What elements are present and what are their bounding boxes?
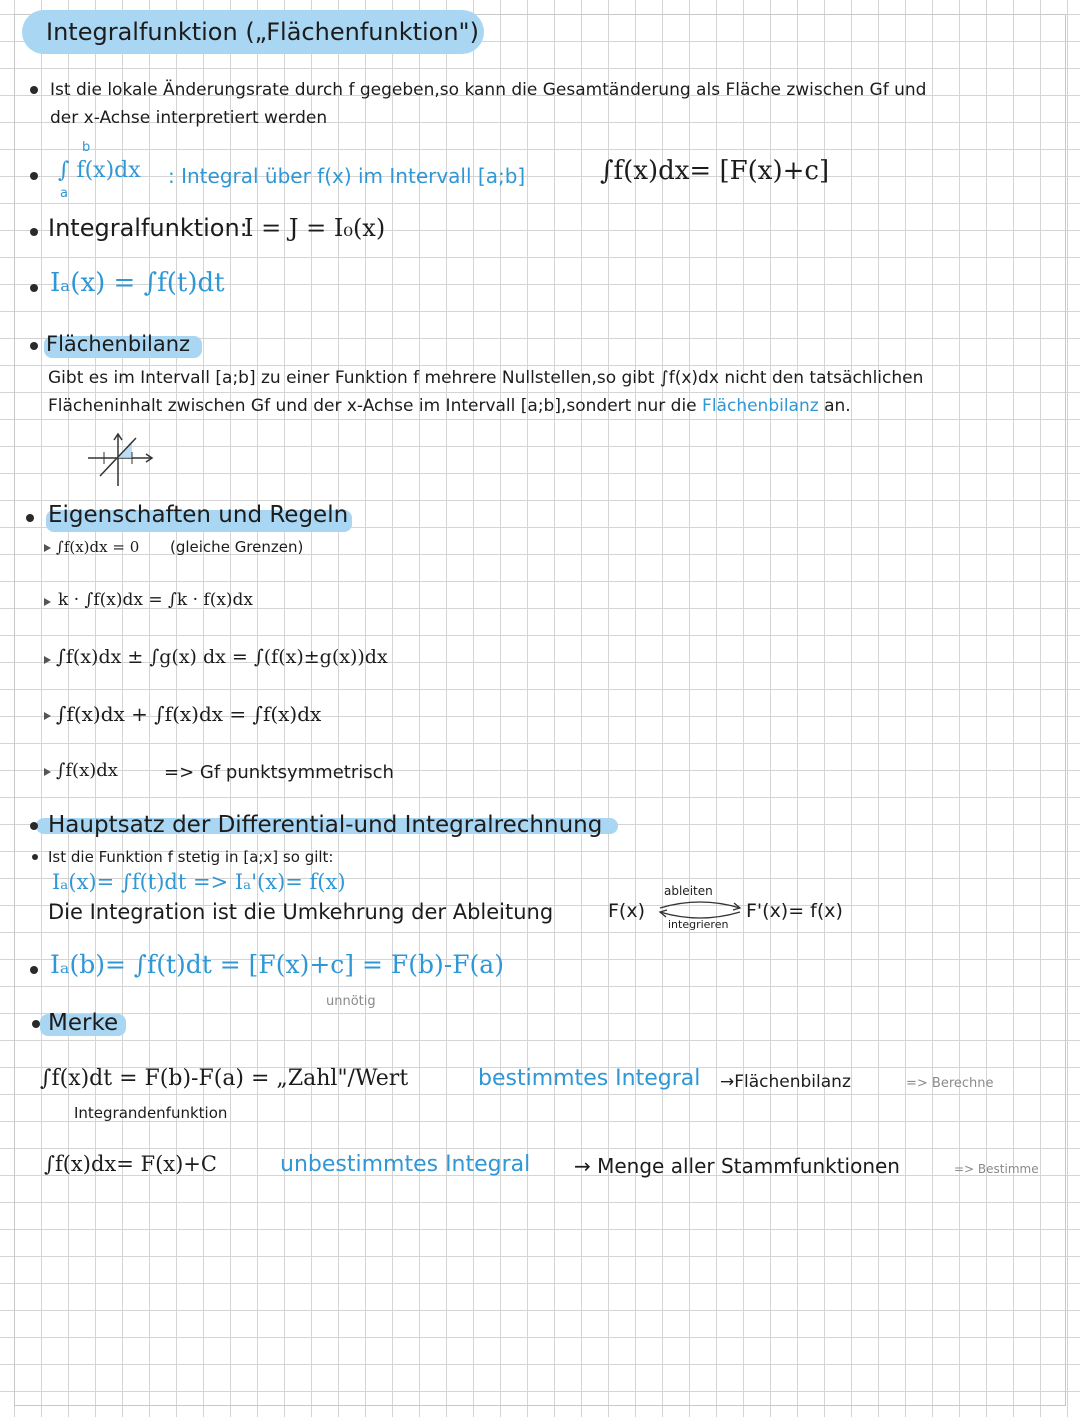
merke-heading: Merke <box>48 1010 119 1036</box>
hauptsatz-evaluation: Iₐ(b)= ∫f(t)dt = [F(x)+c] = F(b)-F(a) <box>50 950 504 979</box>
flaechenbilanz-line-1: Gibt es im Intervall [a;b] zu einer Funktion f mehrere Nullstellen,so gibt ∫f(x)dx nicht den tatsächlichen <box>48 368 924 388</box>
bullet <box>30 228 38 236</box>
hauptsatz-statement: Die Integration ist die Umkehrung der Ableitung <box>48 900 554 924</box>
hauptsatz-heading: Hauptsatz der Differential-und Integralrechnung <box>48 812 603 838</box>
bullet <box>30 966 38 974</box>
bullet <box>26 514 34 522</box>
intro-line-1: Ist die lokale Änderungsrate durch f gegeben,so kann die Gesamtänderung als Fläche zwischen Gf und <box>50 80 927 100</box>
bullet <box>32 854 38 860</box>
integralfunktion-definition: Iₐ(x) = ∫f(t)dt <box>50 268 225 298</box>
page-title: Integralfunktion („Flächenfunktion") <box>46 18 479 46</box>
rule-marker-icon <box>44 598 51 606</box>
merke-note-berechne: => Berechne <box>906 1076 994 1091</box>
integral-description: : Integral über f(x) im Intervall [a;b] <box>168 164 526 188</box>
integralfunktion-label: Integralfunktion: <box>48 214 248 242</box>
upper-limit: b <box>82 140 91 155</box>
integral-evaluation: ∫f(x)dx= [F(x)+c] <box>600 156 830 186</box>
flaechenbilanz-term: Flächenbilanz <box>702 396 819 416</box>
rule-marker-icon <box>44 544 51 552</box>
flaechenbilanz-line-2-pre: Flächeninhalt zwischen Gf und der x-Achse im Intervall [a;b],sondert nur die <box>48 396 697 416</box>
bullet <box>30 284 38 292</box>
integralfunktion-formula: I = J = I₀(x) <box>244 214 386 242</box>
term-unbestimmtes-integral: unbestimmtes Integral <box>280 1152 531 1177</box>
flaechenbilanz-heading: Flächenbilanz <box>46 332 191 356</box>
eigenschaften-heading: Eigenschaften und Regeln <box>48 502 349 528</box>
diagram-bottom-label: integrieren <box>668 918 729 931</box>
bullet <box>30 86 38 94</box>
rule-marker-icon <box>44 712 51 720</box>
rule-formula: ∫f(x)dx + ∫f(x)dx = ∫f(x)dx <box>56 702 322 726</box>
intro-line-2: der x-Achse interpretiert werden <box>50 108 328 128</box>
bullet <box>32 1020 40 1028</box>
merke-note-bestimme: => Bestimme <box>954 1162 1039 1176</box>
rule-marker-icon <box>44 656 51 664</box>
hauptsatz-condition: Ist die Funktion f stetig in [a;x] so gilt: <box>48 848 334 866</box>
rule-formula: ∫f(x)dx = 0 <box>56 538 140 556</box>
term-bestimmtes-integral: bestimmtes Integral <box>478 1066 701 1091</box>
diagram-right: F'(x)= f(x) <box>746 900 843 922</box>
merke-indefinite-result: → Menge aller Stammfunktionen <box>574 1154 900 1178</box>
merke-definite-result: →Flächenbilanz <box>720 1072 851 1092</box>
flaechenbilanz-line-2 <box>48 396 851 416</box>
merke-definite-formula: ∫f(x)dt = F(b)-F(a) = „Zahl"/Wert <box>40 1066 409 1091</box>
bullet <box>30 342 38 350</box>
rule-formula: k · ∫f(x)dx = ∫k · f(x)dx <box>58 590 254 610</box>
rule-note: (gleiche Grenzen) <box>170 538 304 556</box>
hauptsatz-formula: Iₐ(x)= ∫f(t)dt => Iₐ'(x)= f(x) <box>52 870 346 894</box>
rule-marker-icon <box>44 768 51 776</box>
merke-indefinite-formula: ∫f(x)dx= F(x)+C <box>44 1152 217 1176</box>
rule-note: => Gf punktsymmetrisch <box>164 762 394 783</box>
bullet <box>30 172 38 180</box>
diagram-top-label: ableiten <box>664 884 713 898</box>
flaechenbilanz-line-2-post: an. <box>824 396 851 416</box>
lower-limit: a <box>60 186 68 201</box>
rule-formula: ∫f(x)dx ± ∫g(x) dx = ∫(f(x)±g(x))dx <box>56 646 388 668</box>
rule-formula: ∫f(x)dx <box>56 760 118 781</box>
merke-integrand-label: Integrandenfunktion <box>74 1104 228 1122</box>
annotation-unnoetig: unnötig <box>326 994 376 1009</box>
diagram-left: F(x) <box>608 900 645 922</box>
integral-formula: ∫ f(x)dx <box>58 158 141 183</box>
bullet <box>30 822 38 830</box>
area-balance-sketch-icon <box>80 430 160 490</box>
